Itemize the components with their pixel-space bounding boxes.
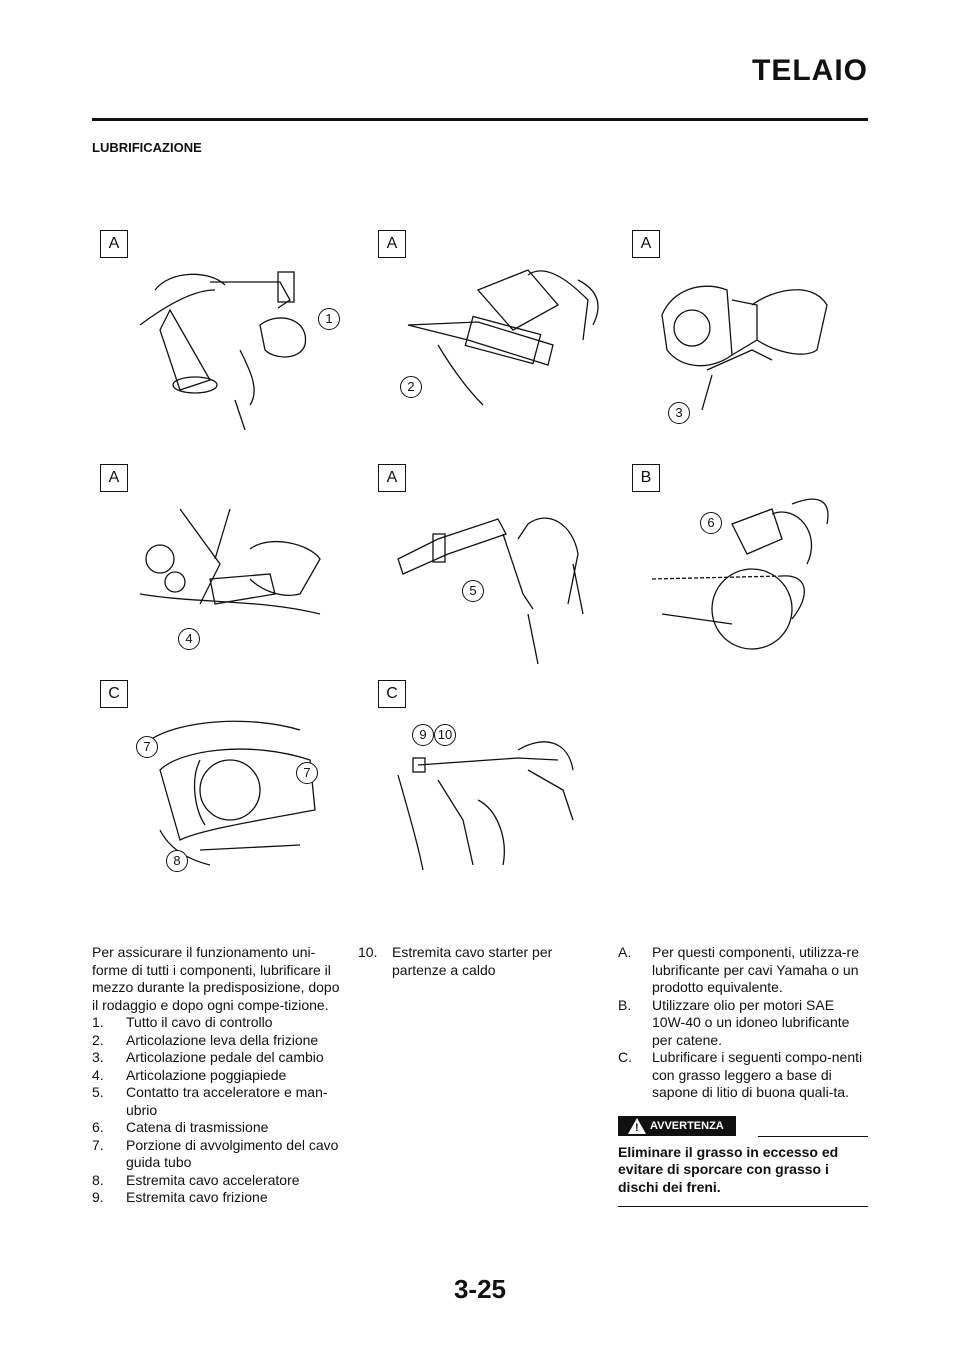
text-column-1	[92, 944, 342, 1207]
list-item	[92, 1014, 342, 1032]
warning-header	[618, 1116, 868, 1138]
item-number: 1.	[92, 1014, 104, 1030]
figure-cable-lubrication	[100, 230, 340, 430]
list-item	[358, 944, 608, 979]
note-letter: A.	[618, 944, 632, 960]
figure-label: C	[100, 680, 128, 708]
item-number: 2.	[92, 1031, 104, 1048]
intro-paragraph: Per assicurare il funzionamento uni-forme di tutti i componenti, lubrificare il mezzo durante la predisposizione, dopo il rodaggio e dopo ogni compe-tizione.	[92, 944, 340, 1013]
item-text: Estremita cavo starter per partenze a caldo	[392, 944, 553, 978]
illustration-drive-chain	[632, 464, 872, 664]
item-text: Articolazione pedale del cambio	[126, 1049, 324, 1065]
figure-label: A	[632, 230, 660, 258]
callout-number: 10	[434, 724, 456, 746]
callout-number: 4	[178, 628, 200, 650]
component-list-continued	[358, 944, 608, 979]
figure-throttle-handlebar	[378, 464, 618, 664]
figure-throttle-cable-winding	[100, 680, 340, 880]
illustration-clutch-lever	[378, 230, 618, 430]
item-number: 8.	[92, 1171, 104, 1188]
callout-number: 5	[462, 580, 484, 602]
warning-badge-label: AVVERTENZA	[650, 1119, 724, 1132]
note-letter: C.	[618, 1049, 632, 1065]
figure-label: A	[100, 464, 128, 492]
figure-footrest	[100, 464, 340, 664]
item-number: 7.	[92, 1136, 104, 1153]
note-text: Lubrificare i seguenti compo-nenti con grasso leggero a base di sapone di litio di buona quali-ta.	[652, 1049, 863, 1100]
item-text: Contatto tra acceleratore e man-ubrio	[126, 1084, 328, 1118]
note-item	[618, 997, 868, 1050]
list-item	[92, 1049, 342, 1067]
note-item	[618, 944, 868, 997]
list-item	[92, 1119, 342, 1137]
item-text: Tutto il cavo di controllo	[126, 1014, 273, 1030]
item-number: 5.	[92, 1084, 104, 1100]
text-column-2	[358, 944, 608, 979]
callout-number: 1	[318, 308, 340, 330]
figure-label: A	[378, 230, 406, 258]
callout-number: 3	[668, 402, 690, 424]
callout-number: 2	[400, 376, 422, 398]
callout-number: 7	[136, 736, 158, 758]
illustration-throttle	[378, 464, 618, 664]
illustration-shift-pedal	[632, 230, 872, 430]
item-text: Catena di trasmissione	[126, 1119, 269, 1135]
note-item	[618, 1049, 868, 1102]
page-header-title: TELAIO	[752, 54, 868, 87]
item-text: Porzione di avvolgimento del cavo guida tubo	[126, 1136, 339, 1170]
component-list	[92, 1014, 342, 1207]
illustration-cable-lube	[100, 230, 340, 430]
figure-label: B	[632, 464, 660, 492]
warning-text: Eliminare il grasso in eccesso ed evitare di sporcare con grasso i dischi dei freni.	[618, 1143, 839, 1195]
list-item	[92, 1084, 342, 1119]
note-letter: B.	[618, 996, 632, 1013]
item-number: 9.	[92, 1189, 104, 1205]
list-item	[92, 1172, 342, 1190]
item-number: 10.	[358, 944, 378, 960]
illustration-cable-ends	[378, 680, 618, 880]
figure-drive-chain	[632, 464, 872, 664]
illustration-footrest	[100, 464, 340, 664]
callout-number: 9	[412, 724, 434, 746]
warning-bottom-rule	[618, 1206, 868, 1207]
item-number: 4.	[92, 1066, 104, 1083]
list-item	[92, 1137, 342, 1172]
list-item	[92, 1189, 342, 1207]
item-text: Articolazione leva della frizione	[126, 1031, 319, 1048]
notes-list	[618, 944, 868, 1102]
item-text: Estremita cavo acceleratore	[126, 1171, 300, 1188]
item-number: 6.	[92, 1119, 104, 1135]
warning-rule	[758, 1136, 868, 1137]
header-rule	[92, 118, 868, 121]
item-text: Estremita cavo frizione	[126, 1189, 268, 1205]
figure-cable-ends	[378, 680, 618, 880]
figure-clutch-lever	[378, 230, 618, 430]
text-column-3	[618, 944, 868, 1207]
figure-label: C	[378, 680, 406, 708]
figure-label: A	[100, 230, 128, 258]
page-number: 3-25	[453, 1274, 507, 1304]
list-item	[92, 1032, 342, 1050]
note-text: Utilizzare olio per motori SAE 10W-40 o un idoneo lubrificante per catene.	[652, 996, 850, 1048]
callout-number: 8	[166, 850, 188, 872]
exclamation-icon: !	[635, 1121, 639, 1134]
figure-label: A	[378, 464, 406, 492]
callout-number: 7	[296, 762, 318, 784]
list-item	[92, 1067, 342, 1085]
section-title: LUBRIFICAZIONE	[92, 140, 202, 155]
figure-shift-pedal	[632, 230, 872, 430]
item-text: Articolazione poggiapiede	[126, 1066, 287, 1083]
callout-number: 6	[700, 512, 722, 534]
item-number: 3.	[92, 1049, 104, 1065]
note-text: Per questi componenti, utilizza-re lubrificante per cavi Yamaha o un prodotto equivalente.	[652, 944, 859, 995]
